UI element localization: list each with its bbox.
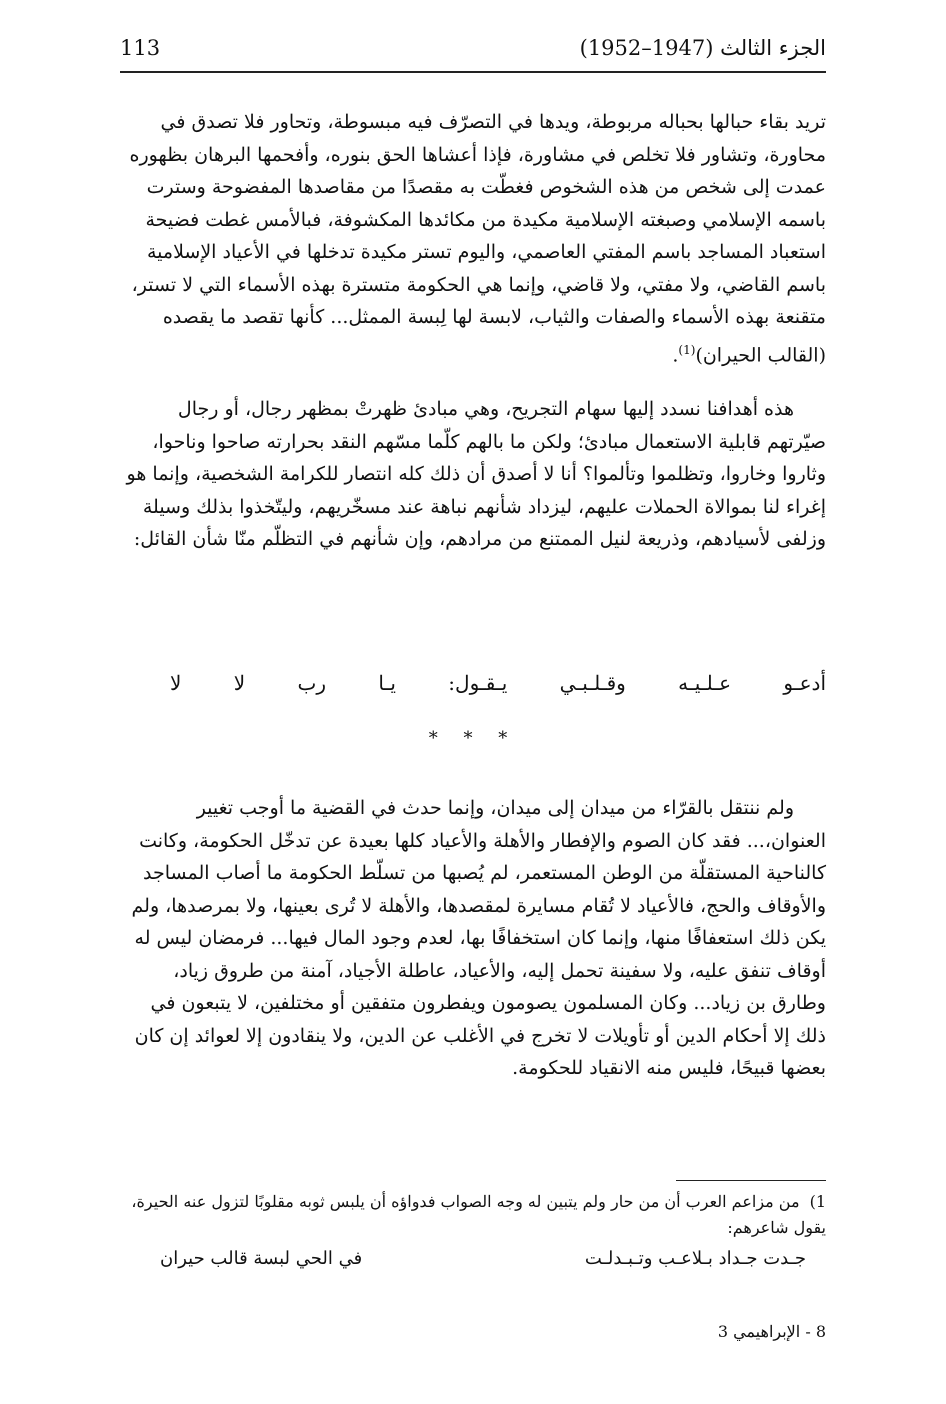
paragraph-1 (120, 106, 826, 371)
verse-word: لا (170, 671, 182, 695)
running-title: الجزء الثالث (1947–1952) (579, 36, 826, 60)
footnote-verse (160, 1248, 806, 1278)
verse-word: يـا (378, 671, 396, 695)
paragraph-3: ولم ننتقل بالقرّاء من ميدان إلى ميدان، وإنما حدث في القضية ما أوجب تغيير العنوان،... فقد كان الصوم والإفطار والأهلة والأعياد كلها بعيدة عن تدخّل الحكومة، وكانت كالناحية المستقلّة من الوطن المستعمر، لم يُصبها من تسلّط الحكومة ما أصاب المساجد والأوقاف والحج، فالأعياد لا تُقام مسايرة لمقصدها، والأهلة لا تُرى بعينها، ولا بمرصدها، ولم يكن ذلك استعفافًا منها، وإنما كان استخفافًا بها، لعدم وجود المال فيها... فرمضان ليس له أوقاف تنفق عليه، ولا سفينة تحمل إليه، والأعياد، عاطلة الأجياد، آمنة من طروق زياد، وطارق بن زياد... وكان المسلمون يصومون ويفطرون متفقين أو مختلفين، لا يتبعون في ذلك إلا أحكام الدين أو تأويلات لا تخرج في الأغلب عن الدين، ولا ينقادون إلا لعوائد إن كان بعضها قبيحًا، فليس منه الانقياد للحكومة. (131, 797, 826, 1079)
paragraph-1-text: تريد بقاء حبالها بحباله مربوطة، ويدها في التصرّف فيه مبسوطة، وتحاور فلا تصدق في محاورة، وتشاور فلا تخلص في مشاورة، فإذا أعشاها الحق بنوره، وأفحمها البرهان بظهوره عمدت إلى شخص من هذه الشخوص فغطّت به مقصدًا من مقاصدها المفضوحة وسترت باسمه الإسلامي وصبغته الإسلامية مكيدة من مكائدها المكشوفة، فبالأمس غطت فضيحة استعباد المساجد باسم المفتي العاصمي، واليوم تستر مكيدة تدخلها في الأعياد الإسلامية باسم القاضي، ولا مفتي، ولا قاضي، وإنما هي الحكومة متسترة بهذه الأسماء التي لا تستر، متقنعة بهذه الأسماء والصفات والثياب، لابسة لها لِبسة الممثل... كأنها تقصد ما يقصده (القالب الحيران) (129, 111, 826, 366)
paragraph-1-end: . (672, 343, 679, 366)
verse-word: عـلـيـه (678, 671, 732, 695)
verse-word: أدعـو (783, 671, 826, 695)
verse-word: رب (297, 671, 327, 695)
main-text-continued (120, 792, 826, 1085)
verse-word: وقـلـبـي (559, 671, 626, 695)
verse-line (170, 666, 826, 700)
footnote (120, 1189, 826, 1241)
paragraph-2: هذه أهدافنا نسدد إليها سهام التجريح، وهي مبادئ ظهرتْ بمظهر رجال، أو رجال صيّرتهم قابلية الاستعمال مبادئ؛ ولكن ما بالهم كلّما مسّهم النقد بحرارته صاحوا وناحوا، وثاروا وخاروا، وتظلموا وتألموا؟ أنا لا أصدق أن ذلك كله انتصار للكرامة الشخصية، وإنما هو إغراء لنا بموالاة الحملات عليهم، ليزداد شأنهم نباهة عند مسخّريهم، وليتّخذوا بذلك وسيلة وزلفى لأسيادهم، وذريعة لنيل الممتنع من مرادهم، وإن شأنهم في التظلّم منّا شأن القائل: (126, 398, 826, 551)
footnote-rule (676, 1180, 826, 1181)
verse-word: لا (233, 671, 246, 695)
page-header (120, 36, 826, 70)
footnote-verse-first-hemistich: جـدت جـداد بـلاعـب وتـبـدلـت (584, 1248, 806, 1269)
verse-word: يـقـول: (448, 671, 508, 695)
footnote-text: من مزاعم العرب أن من حار ولم يتبين له وجه الصواب فدواؤه أن يلبس ثوبه مقلوبًا لتزول عنه الحيرة، يقول شاعرهم: (131, 1192, 826, 1237)
signature-mark: 8 - الإبراهيمي 3 (717, 1322, 826, 1341)
main-text (120, 106, 826, 556)
page-number: 113 (120, 36, 161, 60)
section-ornament: * * * (428, 728, 518, 749)
footnote-verse-second-hemistich: في الحي لبسة قالب حيران (160, 1248, 363, 1269)
footnote-marker: 1) (809, 1192, 826, 1211)
header-rule (120, 71, 826, 73)
footnote-reference: (1) (678, 342, 696, 357)
